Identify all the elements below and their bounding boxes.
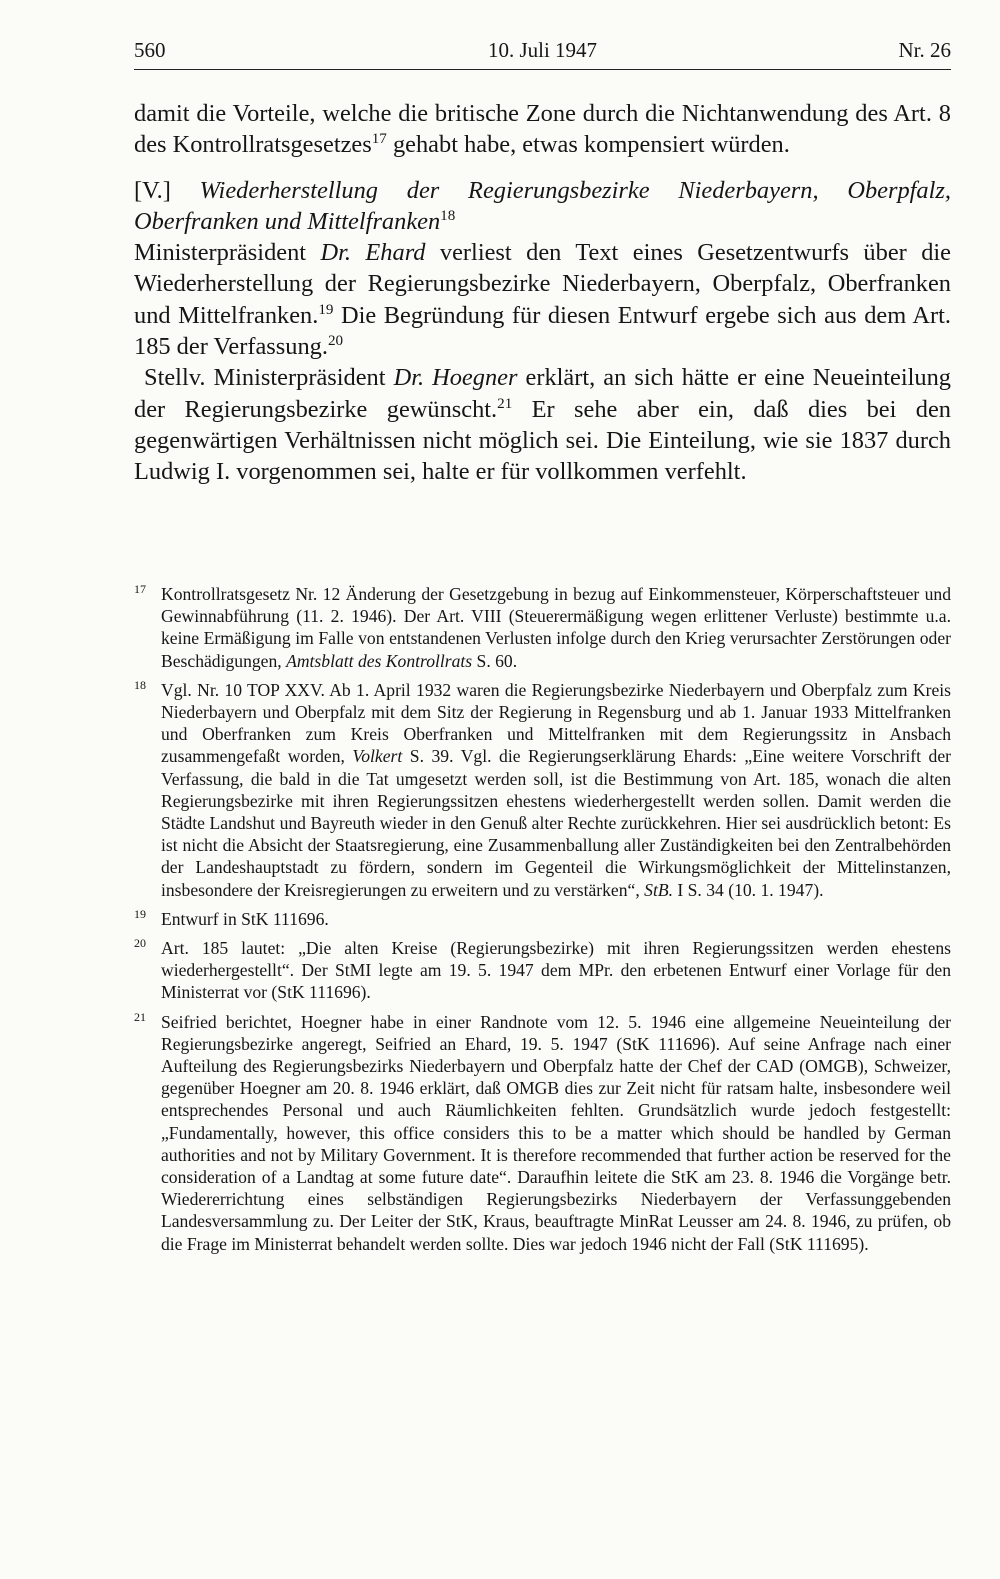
text-run: Die Begründung für diesen Entwurf ergebe sich aus dem Art. 185 der Verfassung. xyxy=(134,301,952,361)
text-run: Kontrollratsgesetz Nr. 12 Änderung der Gesetzgebung in bezug auf Einkommensteuer, Körperschaftsteuer und Gewinnabführung (11. 2. 1946). Der Art. VIII (Steuerermäßigung wegen erlittener Verluste) bestimmte u.a. keine Ermäßigung im Falle von entstandenen Verlusten infolge durch den Krieg verursachter Zerstörungen oder Beschädigungen, xyxy=(161,584,951,671)
text-run: erklärt, an sich hätte er eine Neueinteilung der Regierungsbezirke gewünscht. xyxy=(134,364,951,423)
main-text xyxy=(134,98,951,488)
text-run: gehabt habe, etwas kompensiert würden. xyxy=(386,131,790,159)
citation-italic: Volkert xyxy=(352,746,403,767)
footnote-20 xyxy=(134,937,951,1004)
running-header xyxy=(134,38,951,72)
paragraph-hoegner xyxy=(134,362,951,487)
footnote-21 xyxy=(134,1011,951,1255)
paragraph-ehard xyxy=(134,237,951,362)
footnote-ref[interactable]: 20 xyxy=(327,332,344,349)
footnote-number: 18 xyxy=(134,677,146,692)
speaker-name: Dr. Ehard xyxy=(320,239,426,267)
footnote-ref[interactable]: 17 xyxy=(371,131,387,148)
text-run: Seifried berichtet, Hoegner habe in einer Randnote vom 12. 5. 1946 eine allgemeine Neueinteilung der Regierungsbezirke angeregt, Seifried an Ehard, 19. 5. 1947 (StK 111696). Auf seine Anfrage nach einer Aufteilung des Regierungsbezirks Niederbayern und Oberpfalz hatte der Chef der CAD (OMGB), Schweizer, gegenüber Hoegner am 20. 8. 1946 erklärt, daß OMGB dies zur Zeit nicht für ratsam halte, insbesondere weil entsprechendes Personal und auch Räumlichkeiten fehlten. Grundsätzlich wurde jedoch festgestellt: „Fundamentally, however, this office considers this to be a matter which should be handled by German authorities and not by Military Government. It is therefore recommended that further action be reserved for the consideration of a Landtag at some future date“. Daraufhin leitete die StK am 23. 8. 1946 die Vorgänge betr. Wiedererrichtung eines selbständigen Regierungsbezirks Niederbayern der Verfassunggebenden Landesversammlung zu. Der Leiter der StK, Kraus, beauftragte MinRat Leusser am 24. 8. 1946, zu prüfen, ob die Frage im Ministerrat behandelt werden sollte. Dies war jedoch 1946 nicht der Fall (StK 111695). xyxy=(161,1011,951,1254)
text-run: Stellv. Ministerpräsident xyxy=(144,364,394,392)
footnote-17 xyxy=(134,583,951,672)
citation-italic: Amtsblatt des Kontrollrats xyxy=(286,650,473,671)
citation-italic: StB. xyxy=(644,879,673,900)
footnote-ref[interactable]: 18 xyxy=(440,207,456,224)
text-run: Entwurf in StK 111696. xyxy=(161,908,329,929)
text-run: S. 60. xyxy=(472,650,518,671)
footnote-number: 20 xyxy=(134,936,146,951)
section-number: [V.] xyxy=(134,176,171,204)
footnote-ref[interactable]: 21 xyxy=(497,395,513,412)
page-number: 560 xyxy=(134,38,166,62)
text-run: Er sehe aber ein, daß dies bei den gegenwärtigen Verhältnissen nicht möglich sei. Die Einteilung, wie sie 1837 durch Ludwig I. vorgenommen sei, halte er für vollkommen verfehlt. xyxy=(134,395,951,486)
text-run: S. 39. Vgl. die Regierungserklärung Ehards: „Eine weitere Vorschrift der Verfassung, die bald in die Tat umgesetzt werden soll, ist die Bestimmung von Art. 185, wonach die alten Regierungsbezirke mit ihren Regierungssitzen ehestens wiederhergestellt werden sollen. Damit werden die Städte Landshut und Bayreuth wieder in den Genuß alter Rechte zurückkehren. Hier sei ausdrücklich betont: Es ist nicht die Absicht der Staatsregierung, eine Zusammenballung aller Zuständigkeiten bei den Zentralbehörden der Landeshauptstadt zu fördern, sondern im Gegenteil die Wirkungsmöglichkeit der Mittelinstanzen, insbesondere der Kreisregierungen zu erweitern und zu verstärken“, xyxy=(161,746,951,900)
footnote-number: 17 xyxy=(134,582,146,596)
footnote-number: 21 xyxy=(134,1009,146,1024)
text-run: Art. 185 lautet: „Die alten Kreise (Regierungsbezirke) mit ihren Regierungssitzen werden ehestens wiederhergestellt“. Der StMI legte am 19. 5. 1947 dem MPr. den erbetenen Entwurf einer Vorlage für den Ministerrat vor (StK 111696). xyxy=(161,938,951,1003)
section-title: Wiederherstellung der Regierungsbezirke Niederbayern, Oberpfalz, Oberfranken und Mittelfranken xyxy=(134,176,951,235)
text-run: damit die Vorteile, welche die britische Zone durch die Nichtanwendung des Art. 8 des Kontrollratsgesetzes xyxy=(134,100,951,159)
footnote-ref[interactable]: 19 xyxy=(318,301,334,318)
paragraph-continuation xyxy=(134,98,951,161)
footnotes xyxy=(134,583,951,1262)
speaker-name: Dr. Hoegner xyxy=(393,364,518,392)
text-run: Vgl. Nr. 10 TOP XXV. Ab 1. April 1932 waren die Regierungsbezirke Niederbayern und Oberpfalz zum Kreis Niederbayern und Oberpfalz mit dem Sitz der Regierung in Regensburg und ab 1. Januar 1933 Mittelfranken und Oberfranken zum Kreis Oberfranken und Mittelfranken mit dem Regierungssitz in Ansbach zusammengefaßt worden, xyxy=(161,679,951,767)
text-run: verliest den Text eines Gesetzentwurfs über die Wiederherstellung der Regierungsbezirke Niederbayern, Oberpfalz, Oberfranken und Mittelfranken. xyxy=(134,239,951,329)
text-run: Ministerpräsident xyxy=(134,239,321,267)
footnote-18 xyxy=(134,679,951,901)
footnote-number: 19 xyxy=(134,906,146,921)
document-number: Nr. 26 xyxy=(898,38,951,62)
header-rule xyxy=(134,69,951,70)
section-heading xyxy=(134,175,951,238)
footnote-19 xyxy=(134,908,951,930)
header-date: 10. Juli 1947 xyxy=(487,38,598,62)
text-run: I S. 34 (10. 1. 1947). xyxy=(672,879,824,900)
